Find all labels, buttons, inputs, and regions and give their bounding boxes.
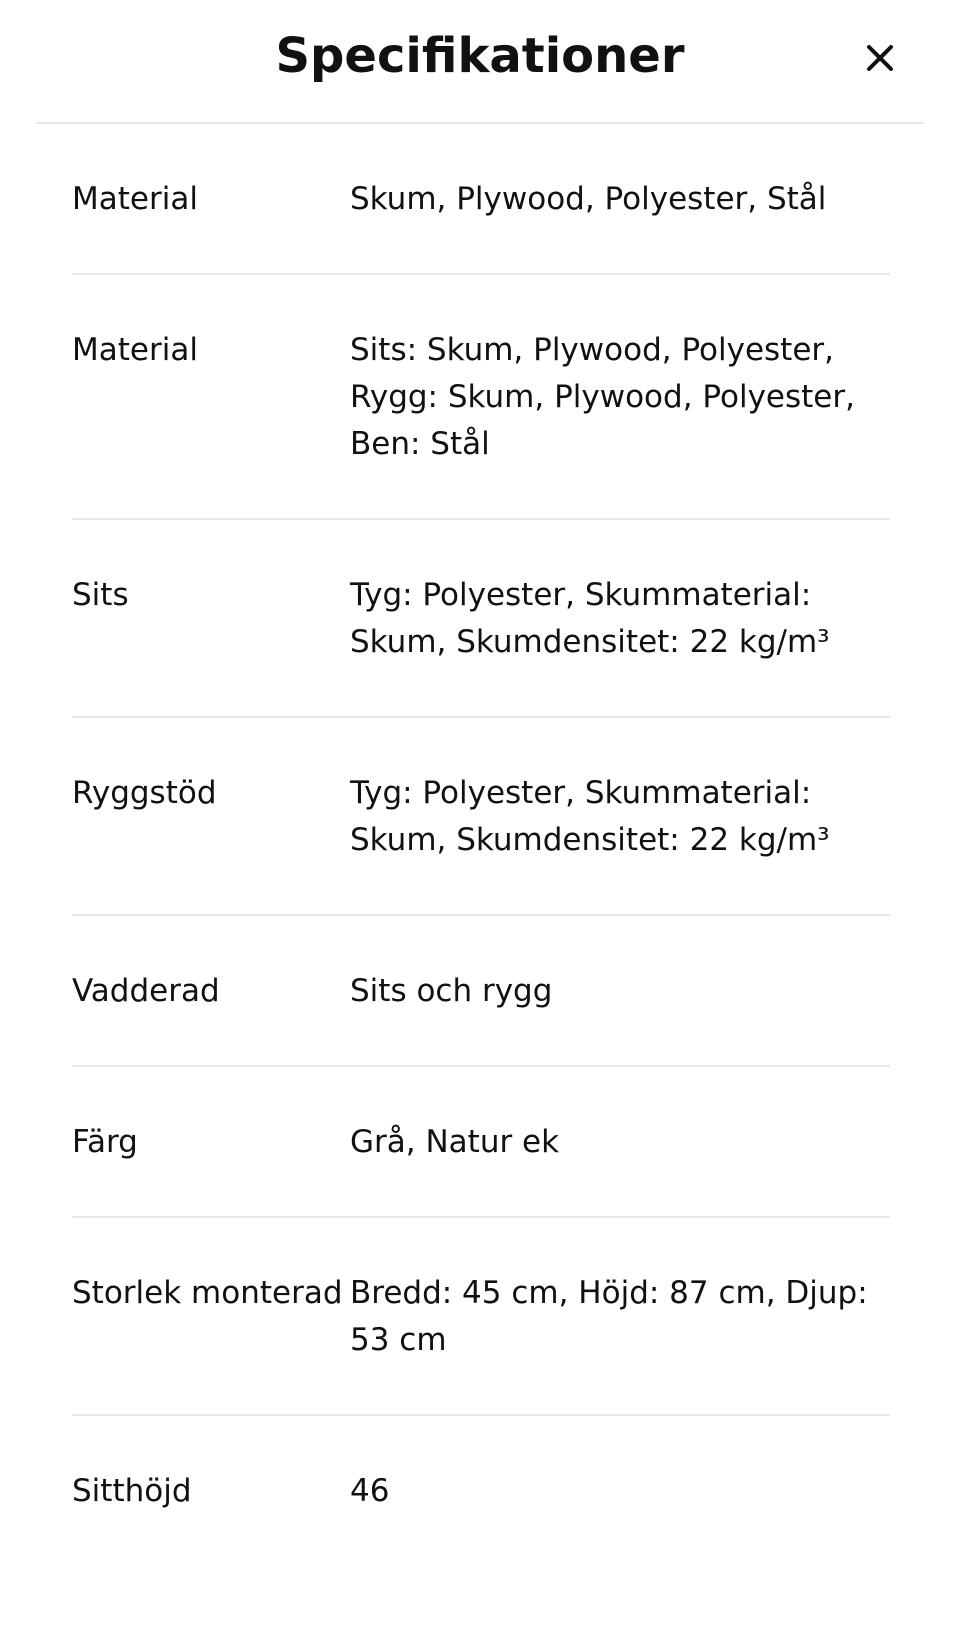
spec-value: Sits och rygg (350, 973, 553, 1009)
spec-row-material-detail (72, 275, 890, 520)
modal-header (36, 0, 924, 124)
spec-label: Sits (72, 577, 129, 613)
spec-row-material (72, 124, 890, 275)
close-icon (862, 40, 898, 76)
spec-value: 46 (350, 1473, 390, 1509)
modal-title: Specifikationer (275, 28, 685, 84)
spec-row-storlek-monterad (72, 1218, 890, 1416)
spec-row-sits (72, 520, 890, 718)
close-button[interactable] (862, 40, 898, 76)
spec-value: Tyg: Polyester, Skummaterial: Skum, Skumdensitet: 22 kg/m³ (350, 577, 830, 660)
spec-label: Vadderad (72, 973, 220, 1009)
spec-label: Material (72, 181, 198, 217)
specifications-list (72, 124, 890, 1565)
spec-value: Tyg: Polyester, Skummaterial: Skum, Skumdensitet: 22 kg/m³ (350, 775, 830, 858)
spec-label: Ryggstöd (72, 775, 217, 811)
spec-row-ryggstod (72, 718, 890, 916)
spec-value: Skum, Plywood, Polyester, Stål (350, 181, 827, 217)
spec-label: Storlek monterad (72, 1275, 343, 1311)
spec-row-farg (72, 1067, 890, 1218)
spec-label: Material (72, 332, 198, 368)
spec-label: Sitthöjd (72, 1473, 192, 1509)
spec-label: Färg (72, 1124, 138, 1160)
spec-value: Sits: Skum, Plywood, Polyester, Rygg: Skum, Plywood, Polyester, Ben: Stål (350, 332, 855, 462)
spec-row-sitthojd (72, 1416, 890, 1565)
spec-value: Bredd: 45 cm, Höjd: 87 cm, Djup: 53 cm (350, 1275, 868, 1358)
spec-row-vadderad (72, 916, 890, 1067)
spec-value: Grå, Natur ek (350, 1124, 560, 1160)
